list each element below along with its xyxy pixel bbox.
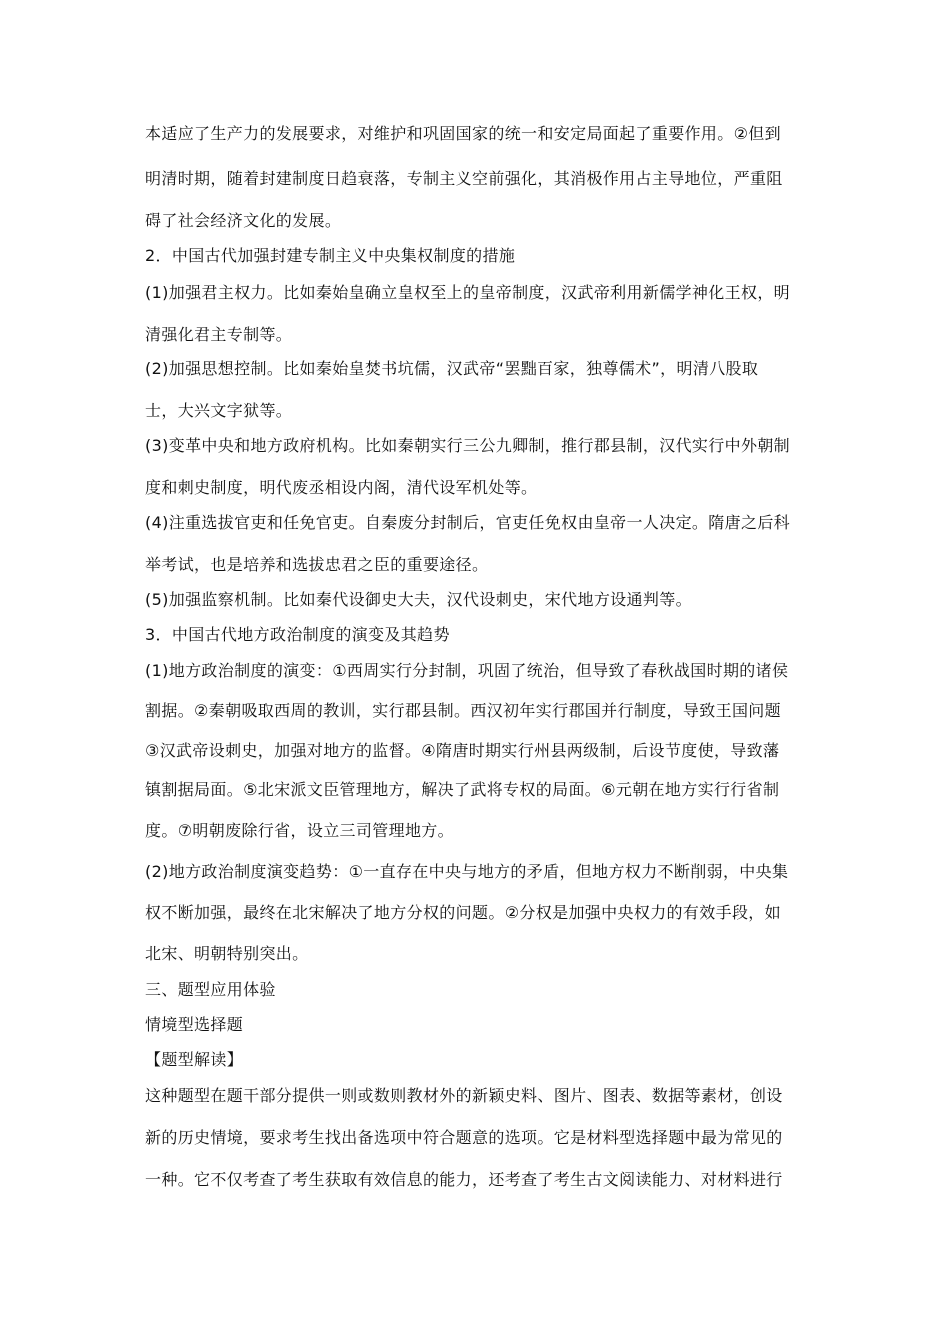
- text-line: 北宋、明朝特别突出。: [145, 944, 309, 963]
- text-line: (1)加强君主权力。比如秦始皇确立皇权至上的皇帝制度，汉武帝利用新儒学神化王权，明: [145, 283, 791, 302]
- section-heading: 2．中国古代加强封建专制主义中央集权制度的措施: [145, 246, 516, 265]
- text-line: 权不断加强，最终在北宋解决了地方分权的问题。②分权是加强中央权力的有效手段，如: [145, 903, 781, 922]
- text-line: 度和刺史制度，明代废丞相设内阁，清代设军机处等。: [145, 478, 538, 497]
- text-line: 新的历史情境，要求考生找出备选项中符合题意的选项。它是材料型选择题中最为常见的: [145, 1128, 783, 1147]
- text-line: 清强化君主专制等。: [145, 325, 293, 344]
- section-heading: 三、题型应用体验: [145, 980, 276, 999]
- text-line: ③汉武帝设刺史，加强对地方的监督。④隋唐时期实行州县两级制，后设节度使，导致藩: [145, 741, 780, 760]
- subheading: 【题型解读】: [145, 1050, 244, 1069]
- text-line: 度。⑦明朝废除行省，设立三司管理地方。: [145, 821, 454, 840]
- text-line: 碍了社会经济文化的发展。: [145, 211, 342, 230]
- text-line: 举考试，也是培养和选拔忠君之臣的重要途径。: [145, 555, 489, 574]
- subheading: 情境型选择题: [145, 1015, 244, 1034]
- text-line: (2)加强思想控制。比如秦始皇焚书坑儒，汉武帝“罢黜百家，独尊儒术”，明清八股取: [145, 359, 759, 378]
- text-line: 割据。②秦朝吸取西周的教训，实行郡县制。西汉初年实行郡国并行制度，导致王国问题: [145, 701, 781, 720]
- text-line: (4)注重选拔官吏和任免官吏。自秦废分封制后，官吏任免权由皇帝一人决定。隋唐之后科: [145, 513, 791, 532]
- text-line: 这种题型在题干部分提供一则或数则教材外的新颖史料、图片、图表、数据等素材，创设: [145, 1086, 783, 1105]
- text-line: 一种。它不仅考查了考生获取有效信息的能力，还考查了考生古文阅读能力、对材料进行: [145, 1170, 783, 1189]
- section-heading: 3．中国古代地方政治制度的演变及其趋势: [145, 625, 450, 644]
- text-line: 本适应了生产力的发展要求，对维护和巩固国家的统一和安定局面起了重要作用。②但到: [145, 124, 781, 143]
- text-line: 明清时期，随着封建制度日趋衰落，专制主义空前强化，其消极作用占主导地位，严重阻: [145, 169, 783, 188]
- text-line: (5)加强监察机制。比如秦代设御史大夫，汉代设刺史，宋代地方设通判等。: [145, 590, 692, 609]
- text-line: (3)变革中央和地方政府机构。比如秦朝实行三公九卿制，推行郡县制，汉代实行中外朝制: [145, 436, 791, 455]
- text-line: 士，大兴文字狱等。: [145, 401, 293, 420]
- text-line: (1)地方政治制度的演变：①西周实行分封制，巩固了统治，但导致了春秋战国时期的诸侯: [145, 661, 789, 680]
- text-line: (2)地方政治制度演变趋势：①一直存在中央与地方的矛盾，但地方权力不断削弱，中央集: [145, 862, 789, 881]
- text-line: 镇割据局面。⑤北宋派文臣管理地方，解决了武将专权的局面。⑥元朝在地方实行行省制: [145, 780, 780, 799]
